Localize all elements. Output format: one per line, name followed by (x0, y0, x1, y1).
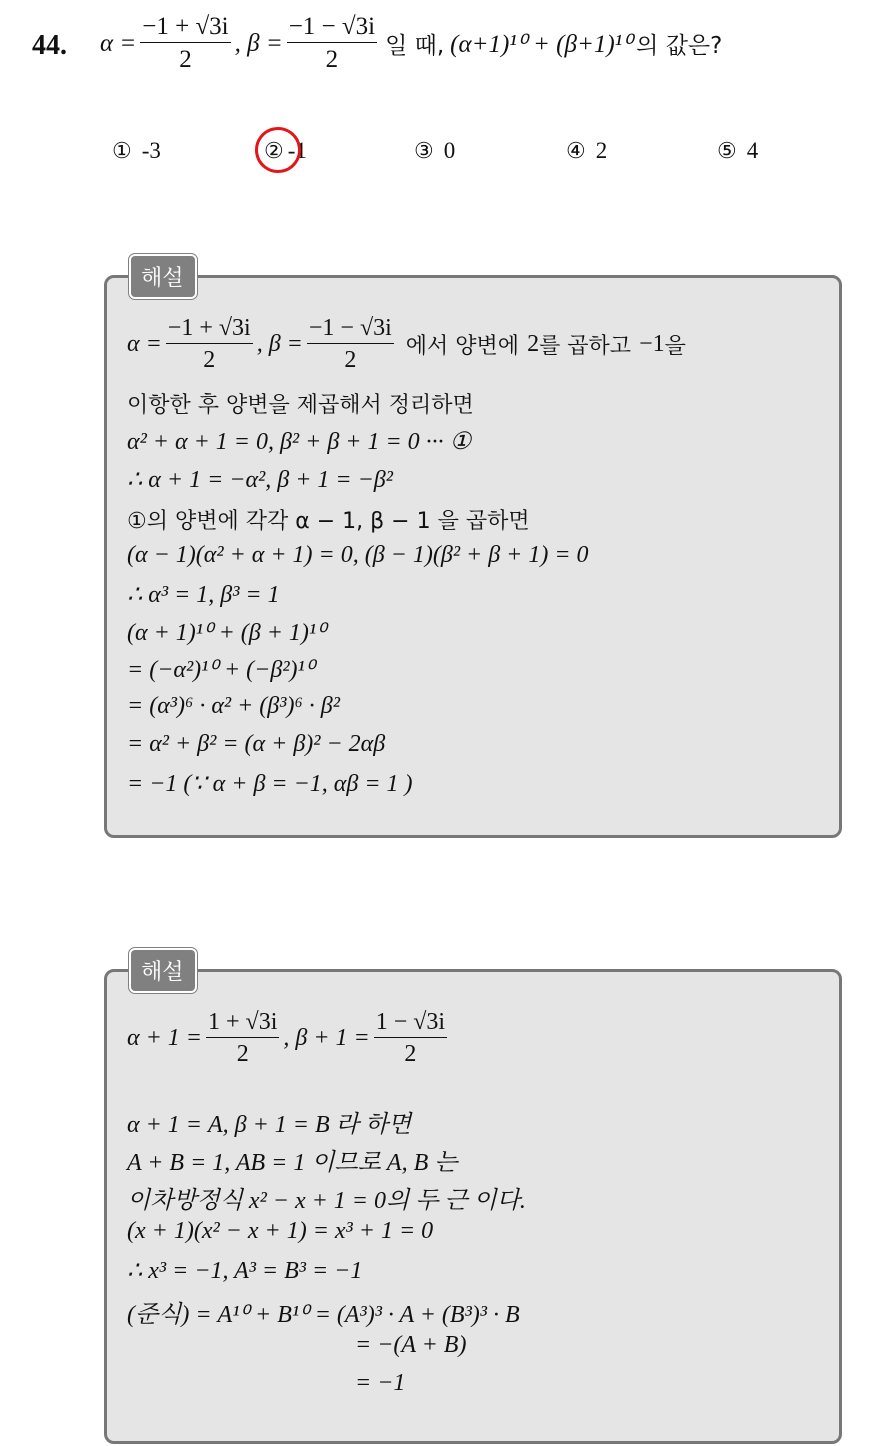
choice-3[interactable] (414, 138, 455, 164)
beta-denominator: 2 (344, 347, 357, 374)
explanation-tag-2: 해설 (129, 948, 197, 993)
choice-2[interactable] (264, 138, 307, 164)
a-denominator: 2 (236, 1041, 249, 1068)
answer-choices (0, 138, 884, 174)
selected-answer-circle: ② (264, 138, 284, 163)
beta-numerator: −1 − √3i (307, 316, 394, 344)
explanation-line: ∴ α³ = 1, β³ = 1 (127, 582, 280, 608)
alpha-denominator: 2 (203, 347, 216, 374)
explanation-line: ∴ x³ = −1, A³ = B³ = −1 (127, 1258, 363, 1284)
choice-4[interactable] (566, 138, 607, 164)
a-fraction (206, 1010, 279, 1067)
explanation-line: (x + 1)(x² − x + 1) = x³ + 1 = 0 (127, 1218, 434, 1244)
explanation-number: 2 (527, 331, 540, 358)
explanation-line: ①의 양변에 각각 α − 1, β − 1 을 곱하면 (127, 509, 530, 534)
explanation-tag-1: 해설 (129, 254, 197, 299)
b-label: , β + 1 = (283, 1025, 370, 1052)
explanation-fraction-line (127, 1010, 451, 1067)
alpha-label: α = (127, 331, 162, 358)
explanation-line: α + 1 = A, β + 1 = B 라 하면 (127, 1112, 412, 1138)
explanation-line: 이차방정식 x² − x + 1 = 0의 두 근 이다. (127, 1188, 526, 1214)
explanation-line: 이항한 후 양변을 제곱해서 정리하면 (127, 393, 474, 418)
explanation-line: = α² + β² = (α + β)² − 2αβ (127, 731, 386, 757)
alpha-numerator: −1 + √3i (166, 316, 253, 344)
target-expression: (α+1)¹⁰ + (β+1)¹⁰ (450, 30, 633, 58)
explanation-box-2 (104, 969, 842, 1444)
explanation-line: = (α³)⁶ · α² + (β³)⁶ · β² (127, 693, 340, 719)
choice-5[interactable] (717, 138, 758, 164)
a-numerator: 1 + √3i (206, 1010, 279, 1038)
explanation-line: ∴ α + 1 = −α², β + 1 = −β² (127, 467, 393, 493)
explanation-fraction-line (127, 316, 686, 373)
alpha-label: α = (100, 29, 137, 57)
beta-label: , β = (234, 29, 283, 57)
choice-value: 4 (746, 138, 759, 163)
explanation-line: (α − 1)(α² + α + 1) = 0, (β − 1)(β² + β + 1) = 0 (127, 542, 589, 568)
explanation-text: 을 (664, 334, 686, 360)
choice-1[interactable] (112, 138, 161, 164)
choice-mark: ③ (414, 138, 434, 163)
choice-value: 0 (443, 138, 456, 163)
alpha-fraction (166, 316, 253, 373)
choice-mark: ④ (566, 138, 586, 163)
a-label: α + 1 = (127, 1025, 202, 1052)
beta-numerator: −1 − √3i (287, 14, 377, 43)
explanation-line: = −1 (∵ α + β = −1, αβ = 1 ) (127, 771, 413, 797)
explanation-line: = (−α²)¹⁰ + (−β²)¹⁰ (127, 657, 315, 683)
explanation-line: (α + 1)¹⁰ + (β + 1)¹⁰ (127, 620, 326, 646)
question-number: 44. (32, 30, 67, 61)
explanation-text: 를 곱하고 (539, 334, 632, 360)
choice-value: 2 (595, 138, 608, 163)
question-statement (100, 14, 728, 74)
alpha-denominator: 2 (179, 46, 192, 74)
beta-denominator: 2 (325, 46, 339, 74)
b-numerator: 1 − √3i (374, 1010, 447, 1038)
choice-mark: ① (112, 138, 132, 163)
explanation-line: A + B = 1, AB = 1 이므로 A, B 는 (127, 1150, 458, 1176)
explanation-line: = −1 (355, 1370, 406, 1396)
explanation-box-1 (104, 275, 842, 838)
beta-fraction (307, 316, 394, 373)
alpha-fraction (140, 14, 230, 74)
choice-mark: ⑤ (717, 138, 737, 163)
explanation-text: 에서 양변에 (405, 334, 520, 360)
b-denominator: 2 (404, 1041, 417, 1068)
explanation-number: −1 (639, 331, 665, 358)
beta-fraction (287, 14, 377, 74)
choice-value: -1 (287, 138, 307, 163)
explanation-line: (준식) = A¹⁰ + B¹⁰ = (A³)³ · A + (B³)³ · B (127, 1302, 520, 1328)
choice-value: -3 (141, 138, 161, 163)
alpha-numerator: −1 + √3i (140, 14, 230, 43)
b-fraction (374, 1010, 447, 1067)
explanation-line: α² + α + 1 = 0, β² + β + 1 = 0 ··· ① (127, 429, 472, 455)
beta-label: , β = (256, 331, 303, 358)
explanation-line: = −(A + B) (355, 1332, 467, 1358)
condition-text: 일 때, (385, 33, 445, 60)
ask-text: 의 값은? (636, 33, 723, 60)
